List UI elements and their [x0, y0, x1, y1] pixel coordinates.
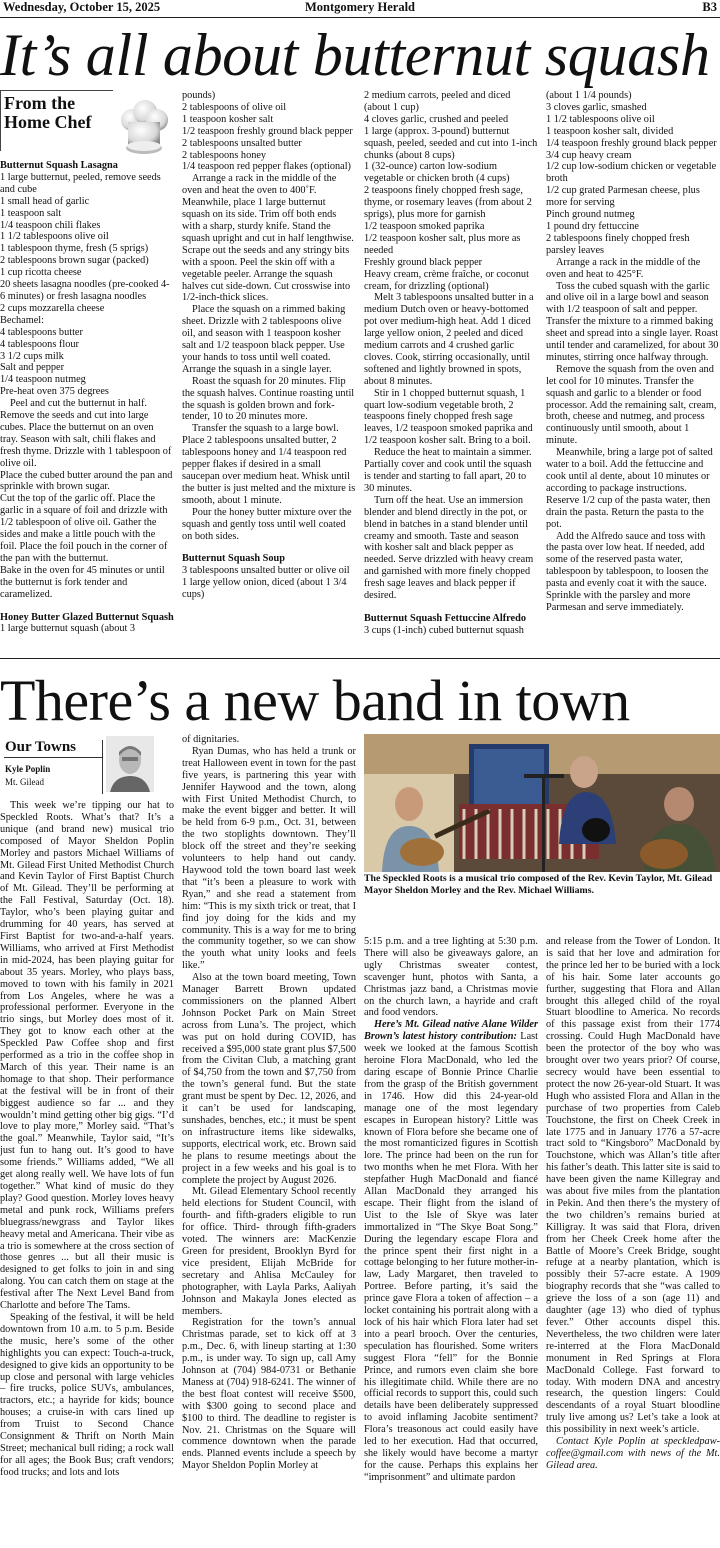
story1-column-3	[364, 90, 538, 652]
paragraph-lead-in: Here’s Mt. Gilead native Alane Wilder Brown’s latest history contribution:	[364, 1019, 538, 1043]
photo-caption: The Speckled Roots is a musical trio composed of the Rev. Kevin Taylor, Mt. Gilead Mayor Sheldon Morley and the Rev. Michael Williams.	[364, 873, 713, 896]
text-line: Cut the top of the garlic off. Place the garlic in a square of foil and drizzle with 1/2 tablespoon of olive oil. Gather the sides and make a little pouch with the foil. Place the foil pouch in the corner of the pan with the butternut.	[0, 493, 168, 564]
text-line: Bechamel:	[0, 314, 45, 326]
text-line: Heavy cream, crème fraîche, or coconut cream, for drizzling (optional)	[364, 268, 529, 292]
text-line: 2 teaspoons finely chopped fresh sage, thyme, or rosemary leaves (from about 2 sprigs), plus more for garnish	[364, 185, 532, 221]
text-line: 1/2 teaspoon smoked paprika	[364, 220, 485, 232]
paragraph: Mt. Gilead Elementary School recently held elections for Student Council, with fourth- and fifth-graders eligible to run for office. Third- through fifth-graders voted. The winners are: MacKenzie Green for president, Brooklyn Byrd for vice president, Elijah McBride for secretary and Ahlisa McCauley for photographer, with Layla Parks, Aaliyah Johnson and Makayla Jones elected as members.	[182, 1186, 356, 1317]
text-line: 2 medium carrots, peeled and diced (about 1 cup)	[364, 90, 511, 113]
text-line: 1/4 teaspoon red pepper flakes (optional)	[182, 161, 351, 173]
text-line: 1 teaspoon kosher salt, divided	[546, 125, 674, 137]
text-line: 1/2 cup low-sodium chicken or vegetable broth	[546, 161, 717, 185]
text-line: Place the cubed butter around the pan and sprinkle with brown sugar.	[0, 469, 173, 493]
text-line: 2 tablespoons of olive oil	[182, 101, 287, 113]
text-line: 3 tablespoons unsalted butter or olive oil	[182, 565, 350, 577]
paragraph: Toss the cubed squash with the garlic and olive oil in a large bowl and season with 1/2 teaspoon of salt and pepper. Transfer the mixture to a rimmed baking sheet and spread into a single layer. Roast until tender and caramelized, for about 30 minutes, stirring once halfway through.	[546, 280, 719, 363]
paragraph: Add the Alfredo sauce and toss with the pasta over low heat. If needed, add some of the reserved pasta water, tablespoon by tablespoon, to loosen the pasta and evenly coat it with the sauce. Sprinkle with the parsley and more Parmesan and serve immediately.	[546, 530, 709, 613]
text-line: 3/4 cup heavy cream	[546, 149, 632, 161]
newspaper-name: Montgomery Herald	[304, 0, 416, 14]
text-line: 5:15 p.m. and a tree lighting at 5:30 p.m. There will also be giveaways galore, an ugly Christmas sweater contest, scavenger hunt, photos with Santa, a Christmas jazz band, a Christmas movie on the church lawn, a hayride and craft and food vendors.	[364, 936, 538, 1019]
text-line: pounds)	[182, 90, 216, 101]
paragraph: Remove the squash from the oven and let cool for 10 minutes. Transfer the squash and garlic to a blender or food processor. Add the remaining salt, cream, broth, cheese and nutmeg, and process continuously until smooth, about 1 minute.	[546, 363, 717, 447]
text-line: 1/4 teaspoon freshly ground black pepper	[546, 137, 717, 149]
paragraph-spacer	[0, 601, 174, 612]
story1-column-4	[546, 90, 720, 652]
paragraph: Place the squash on a rimmed baking sheet. Drizzle with 2 tablespoons olive oil, and season with 1 teaspoon kosher salt and 1/2 teaspoon black pepper. Use your hands to toss until well coated. Arrange the squash in a single layer.	[182, 304, 346, 375]
text-line: 1 large butternut, peeled, remove seeds and cube	[0, 171, 161, 195]
our-towns-divider	[102, 740, 103, 794]
text-line: 1 large yellow onion, diced (about 1 3/4 cups)	[182, 577, 347, 601]
paragraph: Also at the town board meeting, Town Manager Barrett Brown updated commissioners on the planned Albert Johnson Pocket Park on Main Street across from Luna’s. The project, which was put on hold during COVID, has received a $95,000 state grant plus $7,500 from the Civitan Club, a matching grant of $4,750 from the town and $7,750 from the town’s general fund. But the state grant must be spent by Dec. 12, 2026, and it can’t be used for landscaping, sunshades, benches, etc.; it must be spent on infrastructure items like sidewalks, supports, electrical work, etc. Brown said he plans to resume meetings about the project in a few weeks and his goal is to complete the project by August 2026.	[182, 972, 356, 1186]
paragraph: This week we’re tipping our hat to Speckled Roots. What’s that? It’s a unique (and brand new) musical trio composed of Mayor Sheldon Poplin Morley and pastors Michael Williams of Mt. Gilead First United Methodist Church and Kevin Taylor of First Baptist Church of Mt. Gilead. They’ll be performing at the Fall Festival, Saturday (Oct. 18). Taylor, who’s been playing guitar and drumming for 40 years, has served at First Baptist for two-and-a-half years. Williams, who arrived at First Methodist in mid-2024, has been playing guitar for about 35 years. Morley, who plays bass, moved to town with his family in 2021 from Los Angeles, where he was a professional performer. Everyone in the trio sings, but Morley does most of it. They got to know each other at the Speckled Paw Coffee shop and first performed as a trio in the coffee shop in March of this year. Their name is an homage to that shop. Their performance at the festival will be in front of their biggest audience so far ... and they wouldn’t mind getting other big gigs. “I’d love to play more,” Morley said. “That’s the goal.” Meanwhile, Taylor said, “It’s just fun to hang out. It’s good to have some friends.” Williams added, “We all get along really well. We have lots of fun together.” What kind of music do they play? Good question. Morley loves heavy metal and punk rock, Williams prefers bluegrass/newgrass and Taylor likes heavy metal and Americana. Their vibe as a trio is somewhere at the cross section of those genres ... but all their music is designed to get folks to join in and sing along. You can catch them on stage at the festival after The Next Level Band from Charlotte and before The Tams.	[0, 800, 174, 1312]
masthead-rule	[0, 17, 720, 18]
paragraph: Ryan Dumas, who has held a trunk or treat Halloween event in town for the past five years, is partnering this year with Jennifer Haywood and the town, along with First United Methodist Church, to make the event bigger and better. It will be held from 6-9 p.m., Oct. 31, between the two stoplights downtown. They’ll block off the street and they’re seeking volunteers to help hand out candy. Haywood told the town board last week that “it’s been a pleasure to work with Ryan,” and she read a statement from him: “This is my sixth trick or treat, that I find joy doing for the kids and my community. This is a way for me to bring the community together, so we can show the youth what unity looks and feels like.”	[182, 745, 356, 972]
text-line: 4 tablespoons butter	[0, 326, 83, 338]
paragraph: Meanwhile, bring a large pot of salted water to a boil. Add the fettuccine and cook until al dente, about 10 minutes or according to package instructions. Reserve 1/2 cup of the pasta water, then drain the pasta. Return the pasta to the pot.	[546, 447, 713, 530]
text-line: Salt and pepper	[0, 362, 65, 374]
text-line: Pre-heat oven 375 degrees	[0, 386, 109, 398]
paragraph-text: Last week we looked at the famous Scottish heroine Flora MacDonald, who led the daring escape of Bonnie Prince Charlie from the grasp of the British government in 1746. How did this 24-year-old manage one of the most legendary escapes in European history? Little was known of Flora before she became one of the most romanticized figures in Scottish lore. The prince had been on the run for two months when he met Flora. With her stepfather Hugh MacDonald and fiancé Allan MacDonald they arranged his escape. Their flight from the island of Uist to the Isle of Skye was later immortalized in “The Skye Boat Song.” During the legendary escape Flora and the prince spent their first night in a cottage belonging to her future mother-in-law, Lady Margaret, then traveled to Portree. Before parting, it’s said the prince gave Flora a token of affection – a locket containing his portrait along with a lock of his hair which Flora later had set into a pearl brooch. Over the centuries, speculation has flourished. Some writers suggest Flora “fell” for the Bonnie Prince, and rumors even claim she bore his illegitimate child. While there are no official records to support this, could such details have been deliberately suppressed to avoid inflaming Jacobite sentiment? Flora’s treasonous act could easily have led to her execution. Had that occurred, she likely would have become a martyr for the cause. Perhaps this explains her “imprisonment” and ultimate pardon	[364, 1031, 538, 1483]
paragraph-spacer	[182, 542, 356, 553]
text-line: (about 1 1/4 pounds)	[546, 90, 632, 101]
text-line: 1 1/2 tablespoons olive oil	[546, 113, 655, 125]
story2-column-3	[364, 936, 538, 1548]
text-line: 1 large butternut squash (about 3	[0, 623, 136, 635]
contact-note: Contact Kyle Poplin at speckledpaw-coffee@gmail.com with news of the Mt. Gilead area.	[546, 1436, 720, 1471]
text-line: 2 tablespoons brown sugar (packed)	[0, 255, 149, 267]
text-line: Pinch ground nutmeg	[546, 209, 635, 221]
home-chef-title: From the Home Chef	[4, 93, 92, 132]
paragraph	[364, 1019, 538, 1483]
story2-column-2	[182, 734, 356, 1548]
text-line: 1 cup ricotta cheese	[0, 267, 82, 279]
paragraph: Pour the honey butter mixture over the squash and gently toss until well coated on both sides.	[182, 506, 352, 542]
text-line: 2 tablespoons finely chopped fresh parsley leaves	[546, 232, 690, 256]
author-location: Mt. Gilead	[5, 777, 44, 787]
story2-column-4	[546, 936, 720, 1548]
story2-column-1	[0, 800, 174, 1548]
band-photo	[364, 734, 720, 872]
issue-date: Wednesday, October 15, 2025	[3, 0, 161, 14]
text-line: of dignitaries.	[182, 734, 240, 745]
masthead	[0, 0, 720, 16]
text-line: 1/4 teaspoon chili flakes	[0, 219, 101, 231]
text-line: 3 cloves garlic, smashed	[546, 101, 647, 113]
paragraph: Stir in 1 chopped butternut squash, 1 quart low-sodium vegetable broth, 2 teaspoons finely chopped fresh sage leaves, 1/2 teaspoon smoked paprika and 1/2 teaspoon kosher salt. Bring to a boil.	[364, 387, 533, 447]
text-line: 1/2 cup grated Parmesan cheese, plus more for serving	[546, 185, 700, 209]
story2-headline: There’s a new band in town	[0, 668, 630, 733]
text-line: 2 cups mozzarella cheese	[0, 302, 105, 314]
story1-headline: It’s all about butternut squash	[0, 22, 710, 88]
author-name: Kyle Poplin	[5, 764, 51, 774]
paragraph: Registration for the town’s annual Christmas parade, set to kick off at 3 p.m., Dec. 6, with lineup starting at 1:30 p.m., is under way. To sign up, call Amy Johnson at (704) 984-0731 or Bethanie Maness at (704) 918-6241. The winner of the best float contest will receive $500, with $300 going to second place and $100 to third. The deadline to register is Nov. 21. Christmas on the Square will commence downtown when the parade ends. Planned events include a speech by Mayor Sheldon Poplin Morley at	[182, 1317, 356, 1472]
paragraph: Speaking of the festival, it will be held downtown from 10 a.m. to 5 p.m. Beside the music, here’s some of the other highlights you can expect: Touch-a-truck, designed to give kids an opportunity to be up close and personal with large vehicles – fire trucks, police SUVs, ambulances, tractors, etc.; a hayride for kids; bounce houses; a cruise-in with cars lined up from Truist to Second Chance Consignment & Thrift on North Main Street; mechanical bull riding; a rock wall for all ages; the Book Bus; craft vendors; food trucks; and lots and lots	[0, 1311, 174, 1478]
text-line: 1 tablespoon thyme, fresh (5 sprigs)	[0, 243, 149, 255]
text-line: 4 tablespoons flour	[0, 338, 79, 350]
text-line: 20 sheets lasagna noodles (pre-cooked 4-6 minutes) or fresh lasagna noodles	[0, 279, 170, 302]
text-line: 1 teaspoon kosher salt	[182, 113, 274, 125]
text-line: 3 cups (1-inch) cubed butternut squash	[364, 624, 524, 636]
text-line: Bake in the oven for 45 minutes or until the butternut is fork tender and caramelized.	[0, 564, 165, 600]
text-line: Freshly ground black pepper	[364, 256, 483, 268]
text-line: 2 tablespoons honey	[182, 149, 267, 161]
text-line: 1 pound dry fettuccine	[546, 220, 639, 232]
text-line: 1/2 teaspoon freshly ground black pepper	[182, 125, 353, 137]
text-line: 1/2 teaspoon kosher salt, plus more as needed	[364, 232, 521, 256]
paragraph: Arrange a rack in the middle of the oven and heat the oven to 400˚F. Meanwhile, place 1 large butternut squash on its side. Trim off both ends with a sharp, sturdy knife. Stand the squash upright and cut in half lengthwise. Scrape out the seeds and any stringy bits with a spoon. Peel the skin off with a vegetable peeler. Arrange the squash halves cut side-down. Cut crosswise into 1/2-inch-thick slices.	[182, 173, 354, 304]
text-line: 4 cloves garlic, crushed and peeled	[364, 113, 509, 125]
page-number: B3	[702, 0, 717, 14]
recipe-title: Butternut Squash Fettuccine Alfredo	[364, 612, 526, 624]
story-divider	[0, 658, 720, 659]
paragraph: Arrange a rack in the middle of the oven and heat to 425°F.	[546, 256, 701, 280]
paragraph: Turn off the heat. Use an immersion blender and blend directly in the pot, or blend in batches in a stand blender until creamy and smooth. Taste and season with kosher salt and black pepper as needed. Serve drizzled with heavy cream and garnished with more finely chopped fresh sage leaves and black pepper if desired.	[364, 494, 534, 602]
author-photo	[106, 736, 154, 792]
text-line: 1/4 teaspoon nutmeg	[0, 374, 86, 386]
text-line: 3 1/2 cups milk	[0, 350, 64, 362]
paragraph: Peel and cut the butternut in half. Remove the seeds and cut into large cubes. Place the butternut on an oven tray. Season with salt, chili flakes and fresh thyme. Drizzle with 1 tablespoon of olive oil.	[0, 398, 172, 469]
paragraph: Reduce the heat to maintain a simmer. Partially cover and cook until the squash is tender and starting to fall apart, 20 to 30 minutes.	[364, 447, 532, 494]
chef-hat-icon	[118, 100, 170, 156]
recipe-title: Honey Butter Glazed Butternut Squash	[0, 611, 174, 623]
text-line: and release from the Tower of London. It is said that her love and admiration for the prince led her to be buried with a lock of his hair. Some later accounts go further, suggesting that Flora and Allan brought this alleged child of the royal Stuart bloodline to America. No records of this passage exist from their 1774 crossing. Could Hugh MacDonald have been the protector of the boy who was brought over two years prior? Of course, secrecy would have been essential to protect the now 26-year-old Stuart. It was Hugh who assisted Flora and Allan in the purchase of two properties from Caleb Touchstone, the first on Cheek Creek in late 1775 and in January 1776 a 57-acre tract sold to “Kingsboro” MacDonald by Touchstone, which was Allan’s title after his father’s death. This latter site is said to have been given the name Killegray and was about five miles from the plantation in Pekin. And then there’s the mystery of the two children’s remains buried at Killigray. It was said that Flora, driven from her Cheek Creek home after the Battle of Moore’s Creek Bridge, sought refuge at a nearby plantation, which is possibly their 57-acre estate. A 1909 biography records that she “was called to grieve the loss of a son (age 11) and daughter (age 13) who died of typhus fever.” Other accounts dispel this. Nevertheless, the two children were later re-interred at the Flora MacDonald monument in Red Springs at Flora MacDonald College. Fast forward to today. With modern DNA and ancestry research, the question lingers: Could descendants of a royal Stuart bloodline truly live among us? Let’s take a look at this possibility in next week’s article.	[546, 936, 720, 1436]
recipe-title: Butternut Squash Soup	[182, 553, 286, 565]
our-towns-title: Our Towns	[5, 739, 77, 755]
text-line: 1 large (approx. 3-pound) butternut squash, peeled, seeded and cut into 1-inch chunks (about 8 cups)	[364, 125, 538, 161]
text-line: 2 tablespoons unsalted butter	[182, 137, 302, 149]
text-line: 1 1/2 tablespoons olive oil	[0, 231, 109, 243]
recipe-title: Butternut Squash Lasagna	[0, 160, 118, 171]
paragraph: Roast the squash for 20 minutes. Flip the squash halves. Continue roasting until the squash is golden brown and fork-tender, 10 to 20 minutes more.	[182, 375, 355, 423]
text-line: 1 teaspoon salt	[0, 207, 62, 219]
text-line: 1 (32-ounce) carton low-sodium vegetable or chicken broth (4 cups)	[364, 161, 510, 185]
paragraph: Melt 3 tablespoons unsalted butter in a medium Dutch oven or heavy-bottomed pot over medium-high heat. Add 1 diced large yellow onion, 2 peeled and diced medium carrots and 4 crushed garlic cloves. Cook, stirring occasionally, until softened and lightly browned in spots, about 8 minutes.	[364, 292, 534, 387]
story1-column-2	[182, 90, 356, 652]
paragraph: Transfer the squash to a large bowl. Place 2 tablespoons unsalted butter, 2 tablespoons honey and 1/4 teaspoon red pepper flakes if desired in a small saucepan over medium heat. Whisk until the butter is just melted and the mixture is smooth, about 1 minute.	[182, 423, 356, 506]
story1-column-1	[0, 160, 174, 652]
paragraph-spacer	[364, 602, 538, 613]
our-towns-underline	[4, 757, 102, 758]
text-line: 1 small head of garlic	[0, 195, 90, 207]
